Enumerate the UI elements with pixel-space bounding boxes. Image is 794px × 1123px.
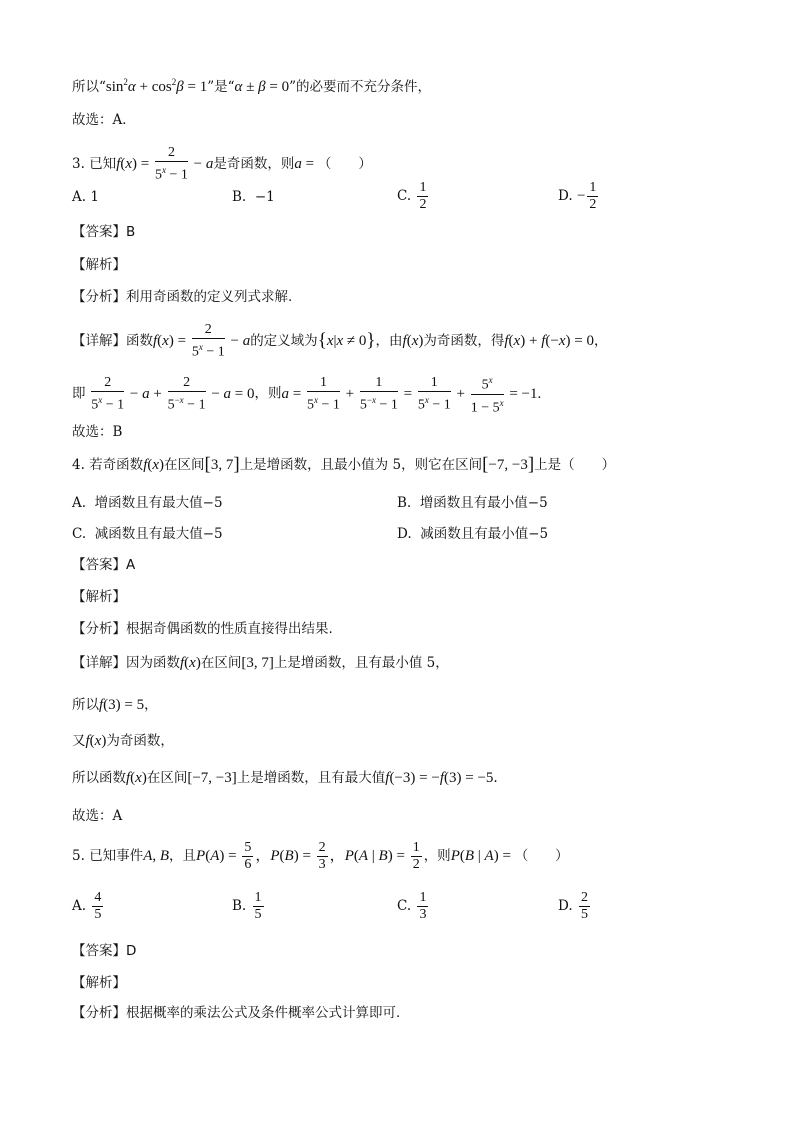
- option-c: C. 减函数且有最大值−5: [72, 526, 223, 542]
- analysis-line: 【分析】利用奇函数的定义列式求解.: [72, 289, 293, 305]
- analysis-line: 【分析】根据奇偶函数的性质直接得出结果.: [72, 621, 333, 637]
- jiexi-label: 【解析】: [72, 257, 126, 273]
- choice-line: 故选：A: [72, 808, 123, 824]
- choice-line: 故选：B: [72, 424, 123, 440]
- analysis-line: 【分析】根据概率的乘法公式及条件概率公式计算即可.: [72, 1005, 401, 1021]
- detail-line: 【详解】因为函数f(x)在区间[3, 7]上是增函数，且有最小值 5，: [72, 655, 449, 671]
- question-3-stem: 3. 已知f(x) = $\frac{2}{5^x - 1}$ − a是奇函数，则a = （ ）: [72, 145, 372, 183]
- answer-line: 【答案】B: [72, 224, 136, 240]
- option-d: D. 减函数且有最小值−5: [397, 526, 549, 542]
- option-b: B. $\frac{1}{5}$: [232, 890, 262, 922]
- answer-line: 【答案】D: [72, 943, 137, 959]
- math-expression: $\sin^2\alpha + \cos^2\beta = 1$: [105, 77, 208, 95]
- detail-line: 又f(x)为奇函数，: [72, 733, 174, 749]
- option-a: A. 增函数且有最大值−5: [72, 495, 223, 511]
- math-expression: f(x) = $\frac{2}{5^x - 1}$ − a: [153, 322, 251, 360]
- math-expression: α ± β = 0: [234, 79, 290, 95]
- detail-line: 【详解】函数f(x) = $\frac{2}{5^x - 1}$ − a的定义域为{x|x ≠ 0}，由f(x)为奇函数，得f(x) + f(−x) = 0，: [72, 322, 608, 360]
- conclusion-line: 所以“$\sin^2\alpha + \cos^2\beta = 1$”是“α ± β = 0”的必要而不充分条件，: [72, 77, 431, 95]
- answer-line: 【答案】A: [72, 557, 136, 573]
- math-expression: f(x) = $\frac{2}{5^x - 1}$ − a: [116, 145, 214, 183]
- jiexi-label: 【解析】: [72, 975, 126, 991]
- jiexi-label: 【解析】: [72, 589, 126, 605]
- option-c: C. $\frac{1}{3}$: [397, 890, 427, 922]
- option-c: C. $\frac{1}{2}$: [397, 180, 427, 212]
- choice-line: 故选：A．: [72, 112, 136, 128]
- math-expression: $\frac{2}{5^x - 1}$ − a + $\frac{2}{5^{-x} - 1}$ − a = 0: [91, 374, 255, 413]
- math-expression: a = $\frac{1}{5^x - 1}$ + $\frac{1}{5^{-x} - 1}$ = $\frac{1}{5^x - 1}$ + $\frac{5^x}{1 - 5^x}$ = −1.: [282, 386, 542, 402]
- option-a: A. 1: [72, 189, 99, 205]
- question-4-stem: 4. 若奇函数f(x)在区间[3, 7]上是增函数，且最小值为 5，则它在区间[−7, −3]上是（ ）: [72, 454, 616, 475]
- option-d: D. − $\frac{1}{2}$: [558, 180, 597, 212]
- option-b: B. 增函数且有最小值−5: [397, 495, 548, 511]
- option-b: B. −1: [232, 189, 275, 205]
- detail-line: 所以f(3) = 5，: [72, 697, 158, 713]
- detail-line: 所以函数f(x)在区间[−7, −3]上是增函数，且有最大值f(−3) = −f(3) = −5.: [72, 770, 498, 786]
- derivation-line: 即 $\frac{2}{5^x - 1}$ − a + $\frac{2}{5^{-x} - 1}$ − a = 0，则a = $\frac{1}{5^x - 1}$ + $\frac{1}{5^{-x} - 1}$ = $\frac{1}{5^x - 1}$ + $\frac{5^x}{1 - 5^x}$ = −1.: [72, 372, 541, 416]
- option-a: A. $\frac{4}{5}$: [72, 890, 102, 922]
- option-d: D. $\frac{2}{5}$: [558, 890, 588, 922]
- question-5-stem: 5. 已知事件A, B，且P(A) = $\frac{5}{6}$ ，P(B) = $\frac{2}{3}$ ，P(A | B) = $\frac{1}{2}$ ，则P(B | A) = （ ）: [72, 840, 569, 872]
